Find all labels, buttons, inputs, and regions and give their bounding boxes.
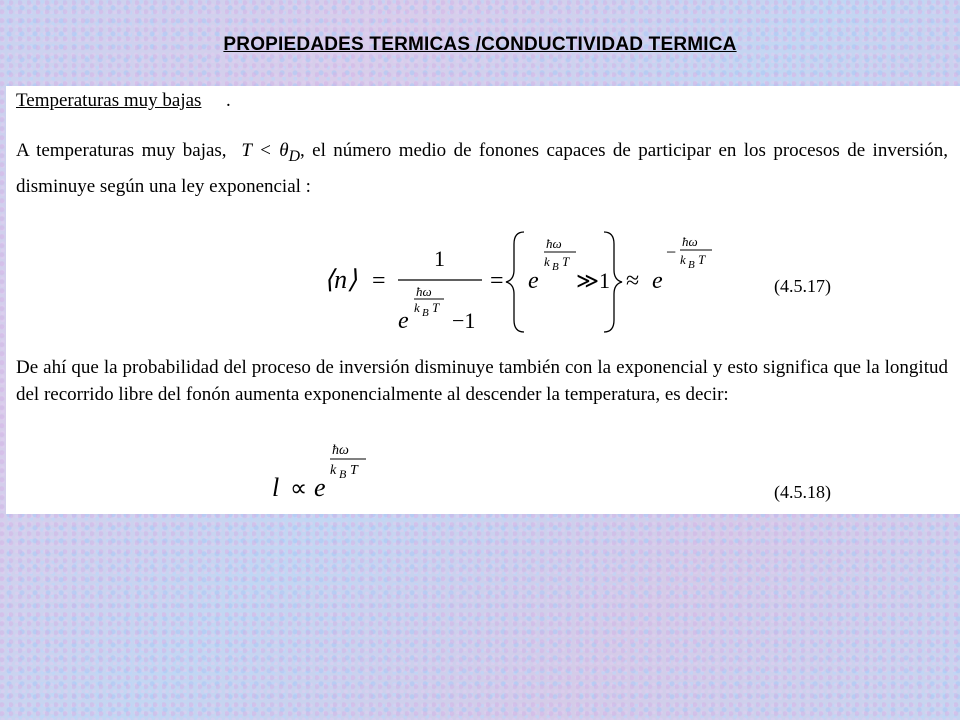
eq1-exp-den-rhs: k [680,252,686,267]
condition-sub: D [288,147,300,165]
eq2-exp-num: ħω [332,443,349,458]
eq1-exp-num-rhs: ħω [682,234,698,249]
eq1-exp-den-sub-rhs: B [688,259,695,271]
eq2-exp-den-T: T [350,463,358,478]
para1-end: , el número medio de fonones capaces de participar en los procesos de inversión, disminuye según una ley exponencial : [16,140,949,197]
eq1-exp-den-sub-mid: B [552,261,559,273]
eq1-exp-num-mid: ħω [546,236,562,251]
eq1-base-den: e [398,308,409,334]
eq1-much-greater: ≫1 [576,268,611,293]
eq1-lhs: ⟨n⟩ [324,265,358,294]
eq1-exp-den-T-mid: T [562,254,570,269]
paragraph-intro [16,136,948,202]
equation-label-4-5-18: (4.5.18) [774,482,831,502]
eq1-exp-den-den: k [414,300,420,315]
eq1-minus-one: −1 [452,308,476,333]
eq1-exp-den-T-den: T [432,300,440,315]
svg-text:=: = [490,268,504,294]
condition-text: T < θ [241,140,289,161]
content-panel [6,86,960,514]
svg-text:=: = [372,268,386,294]
para1-condition [234,140,300,165]
eq2-base: e [314,473,326,502]
eq1-base-mid: e [528,268,539,294]
equation-label-4-5-17: (4.5.17) [774,276,831,296]
eq1-exp-den-T-rhs: T [698,252,706,267]
section-heading-suffix: . [226,90,231,111]
section-heading: Temperaturas muy bajas [16,90,202,111]
equation-4-5-17 [324,226,744,336]
eq2-l: l [272,473,280,502]
eq1-base-rhs: e [652,268,663,294]
eq1-neg: − [666,242,677,262]
paragraph-conclusion: De ahí que la probabilidad del proceso de inversión disminuye también con la exponencial y esto significa que la longitud del recorrido libre del fonón aumenta exponencialmente al descender la temperatura, es decir: [16,357,948,405]
eq2-exp-den: k [330,463,337,478]
equation-4-5-18 [268,438,408,502]
eq1-approx: ≈ [626,268,640,294]
para1-start: A temperaturas muy bajas, [16,140,227,161]
eq2-exp-den-sub: B [339,467,347,481]
slide-title: PROPIEDADES TERMICAS /CONDUCTIVIDAD TERMICA [223,34,737,55]
eq1-numerator: 1 [434,246,445,271]
eq1-exp-den-sub-den: B [422,307,429,319]
eq1-exp-den-mid: k [544,254,550,269]
eq1-exp-num-den: ħω [416,284,432,299]
eq2-prop: ∝ [290,476,308,502]
